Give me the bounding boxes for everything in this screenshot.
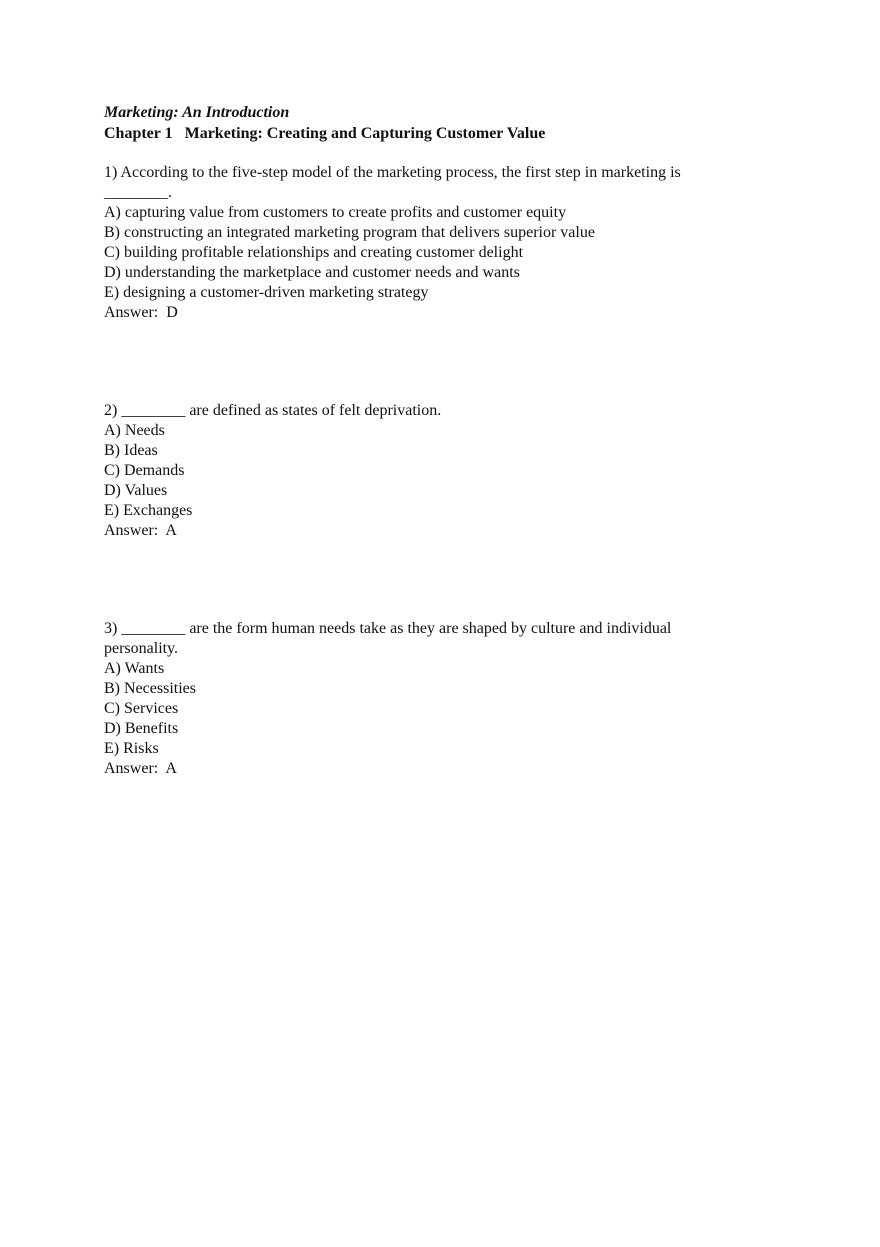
option-d: D) Benefits [104, 720, 179, 737]
answer-line: Answer: D [104, 304, 178, 321]
option-b: B) Ideas [104, 442, 158, 459]
book-title: Marketing: An Introduction [104, 104, 290, 121]
question-1 [104, 163, 804, 323]
option-c: C) building profitable relationships and creating customer delight [104, 244, 524, 261]
question-stem: 3) ________ are the form human needs take as they are shaped by culture and individual personality. [104, 620, 672, 657]
question-2 [104, 401, 804, 541]
option-e: E) designing a customer-driven marketing strategy [104, 284, 429, 301]
option-b: B) constructing an integrated marketing program that delivers superior value [104, 224, 595, 241]
option-d: D) Values [104, 482, 168, 499]
option-list [104, 659, 804, 759]
option-list [104, 421, 804, 521]
option-a: A) Wants [104, 660, 165, 677]
question-stem: 2) ________ are defined as states of felt deprivation. [104, 402, 442, 419]
question-stem: 1) According to the five-step model of the marketing process, the first step in marketing is ________. [104, 164, 681, 201]
chapter-title: Chapter 1 Marketing: Creating and Capturing Customer Value [104, 125, 546, 142]
option-e: E) Risks [104, 740, 159, 757]
option-e: E) Exchanges [104, 502, 193, 519]
option-d: D) understanding the marketplace and customer needs and wants [104, 264, 520, 281]
option-b: B) Necessities [104, 680, 196, 697]
option-a: A) Needs [104, 422, 165, 439]
option-c: C) Services [104, 700, 179, 717]
option-a: A) capturing value from customers to create profits and customer equity [104, 204, 567, 221]
document-page [104, 102, 804, 779]
answer-line: Answer: A [104, 760, 177, 777]
answer-line: Answer: A [104, 522, 177, 539]
option-list [104, 203, 804, 303]
question-3 [104, 619, 804, 779]
option-c: C) Demands [104, 462, 185, 479]
